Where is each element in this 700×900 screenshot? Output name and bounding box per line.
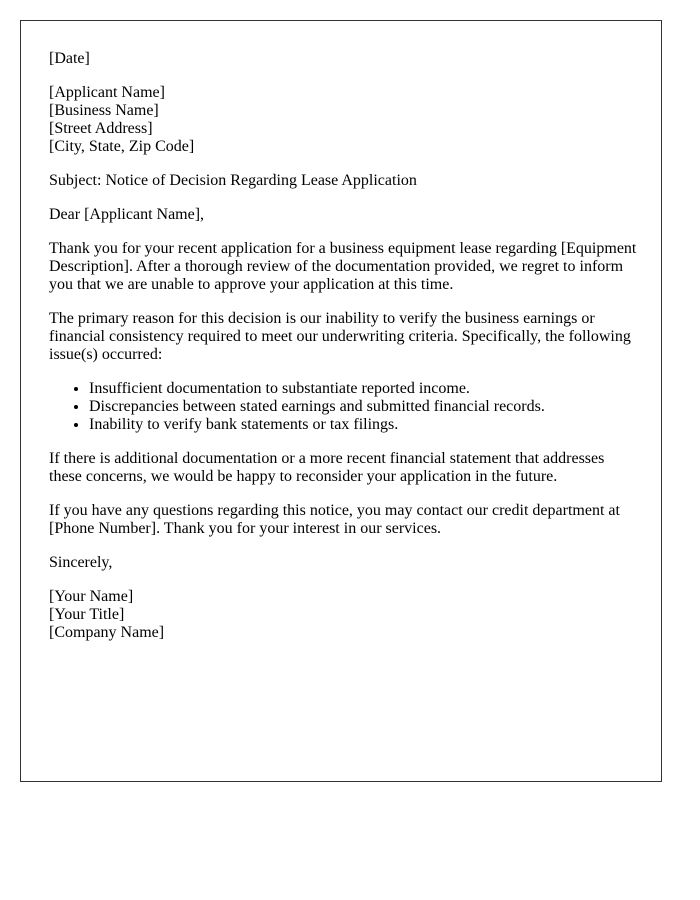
body-paragraph-reconsider: If there is additional documentation or a more recent financial statement that addresses these concerns, we would be happy to reconsider your application in the future. xyxy=(49,450,605,485)
recipient-business: [Business Name] xyxy=(49,102,159,119)
issue-item: • Insufficient documentation to substantiate reported income. xyxy=(89,380,639,398)
body-paragraph-reason: The primary reason for this decision is our inability to verify the business earnings or financial consistency required to meet our underwriting criteria. Specifically, the following issue(s) occurred: xyxy=(49,310,631,363)
signature-title: [Your Title] xyxy=(49,606,125,623)
letter-page xyxy=(20,20,662,782)
recipient-city-state-zip: [City, State, Zip Code] xyxy=(49,138,195,155)
letter-subject: Subject: Notice of Decision Regarding Lease Application xyxy=(49,172,417,189)
signature-name: [Your Name] xyxy=(49,588,134,605)
recipient-name: [Applicant Name] xyxy=(49,84,165,101)
letter-content xyxy=(49,50,639,658)
issue-item: • Inability to verify bank statements or tax filings. xyxy=(89,416,639,434)
letter-salutation: Dear [Applicant Name], xyxy=(49,206,205,223)
body-paragraph-intro: Thank you for your recent application for a business equipment lease regarding [Equipment Description]. After a thorough review of the documentation provided, we regret to inform you that we are unable to approve your application at this time. xyxy=(49,240,637,293)
issues-list xyxy=(49,380,639,434)
recipient-street: [Street Address] xyxy=(49,120,153,137)
signature-block xyxy=(49,588,639,642)
letter-date: [Date] xyxy=(49,50,90,67)
recipient-address-block xyxy=(49,84,639,156)
signature-company: [Company Name] xyxy=(49,624,165,641)
body-paragraph-contact: If you have any questions regarding this notice, you may contact our credit department at [Phone Number]. Thank you for your interest in our services. xyxy=(49,502,620,537)
letter-closing: Sincerely, xyxy=(49,554,113,571)
issue-item: • Discrepancies between stated earnings and submitted financial records. xyxy=(89,398,639,416)
